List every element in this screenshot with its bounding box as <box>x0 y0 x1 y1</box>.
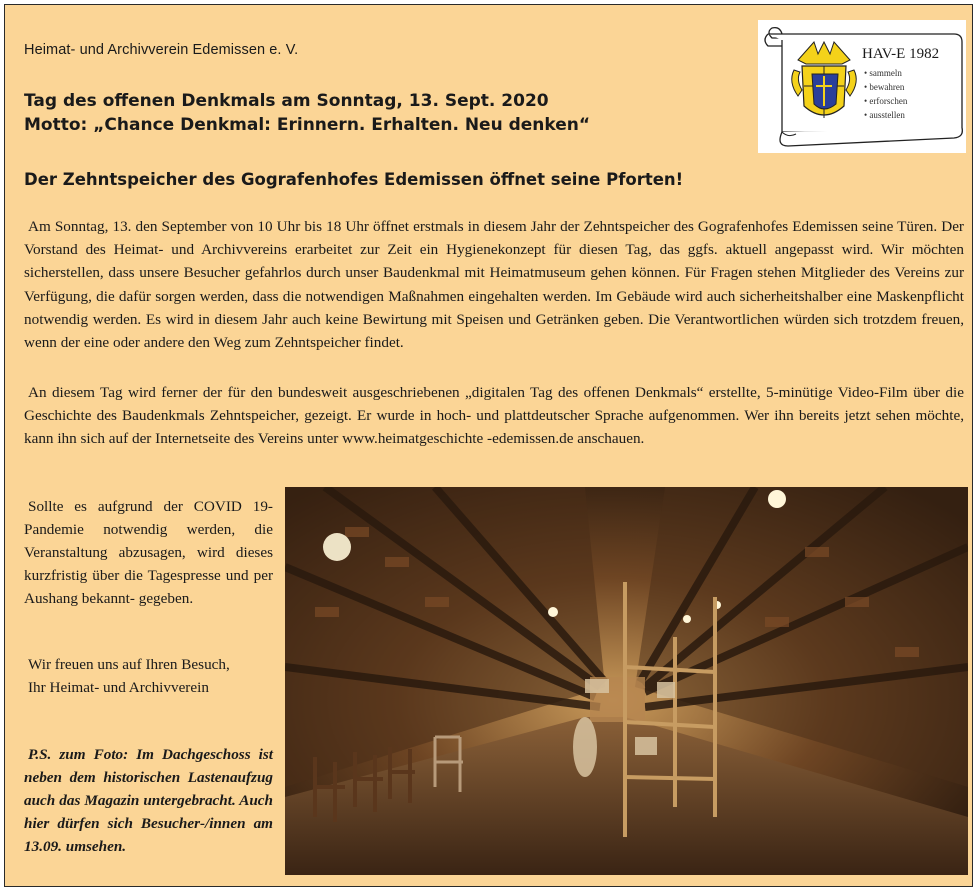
closing-line-2: Ihr Heimat- und Archivverein <box>28 679 209 696</box>
paragraph-video: An diesem Tag wird ferner der für den bundesweit ausgeschriebenen „digitalen Tag des offenen Denkmals“ erstellte, 5-minütige Video-Film über die Geschichte des Baudenkmals Zehntspeicher, gezeigt. Er wurde in hoch- und plattdeutscher Sprache aufgenommen. Wer ihn bereits jetzt sehen möchte, kann ihn sich auf der Internetseite des Vereins unter www.heimatgeschichte -edemissen.de anschauen. <box>24 384 964 448</box>
headline: Der Zehntspeicher des Gografenhofes Edemissen öffnet seine Pforten! <box>24 170 684 189</box>
organization-name: Heimat- und Archivverein Edemissen e. V. <box>24 42 299 58</box>
covid-note: Sollte es aufgrund der COVID 19-Pandemie notwendig werden, die Veranstaltung abzusagen, wird dieses kurzfristig über die Tagespresse und per Aushang bekannt- gegeben. <box>24 498 273 607</box>
logo-motto-2: • bewahren <box>864 82 905 92</box>
logo-title: HAV-E 1982 <box>862 46 940 62</box>
logo-motto-4: • ausstellen <box>864 110 905 120</box>
logo-motto-3: • erforschen <box>864 96 908 106</box>
event-title: Tag des offenen Denkmals am Sonntag, 13. Sept. 2020 <box>24 91 549 111</box>
event-motto: Motto: „Chance Denkmal: Erinnern. Erhalten. Neu denken“ <box>24 115 591 135</box>
association-logo <box>758 20 966 153</box>
event-heading <box>24 89 590 137</box>
paragraph-opening: Am Sonntag, 13. den September von 10 Uhr bis 18 Uhr öffnet erstmals in diesem Jahr der Zehntspeicher des Gografenhofes Edemissen seine Türen. Der Vorstand des Heimat- und Archivvereins erarbeitet zur Zeit ein Hygienekonzept für diesen Tag, das ggfs. aktuell angepasst wird. Wir möchten sicherstellen, dass unsere Besucher gefahrlos durch unser Baudenkmal mit Heimatmuseum gehen können. Für Fragen stehen Mitglieder des Vereins zur Verfügung, die dafür sorgen werden, dass die notwendigen Maßnahmen eingehalten werden. Im Gebäude wird auch sicherheitshalber eine Maskenpflicht notwendig werden. Es wird in diesem Jahr auch keine Bewirtung mit Speisen und Getränken geben. Die Verantwortlichen würden sich trotzdem freuen, wenn der eine oder andere den Weg zum Zehntspeicher findet. <box>24 218 964 352</box>
closing <box>24 653 273 699</box>
closing-line-1: Wir freuen uns auf Ihren Besuch, <box>28 656 230 673</box>
page <box>4 4 973 887</box>
logo-motto-1: • sammeln <box>864 68 902 78</box>
attic-photo <box>285 487 968 875</box>
photo-caption: P.S. zum Foto: Im Dachgeschoss ist neben dem historischen Lastenaufzug auch das Magazin untergebracht. Auch hier dürfen sich Besucher-/innen am 13.09. umsehen. <box>24 746 273 855</box>
